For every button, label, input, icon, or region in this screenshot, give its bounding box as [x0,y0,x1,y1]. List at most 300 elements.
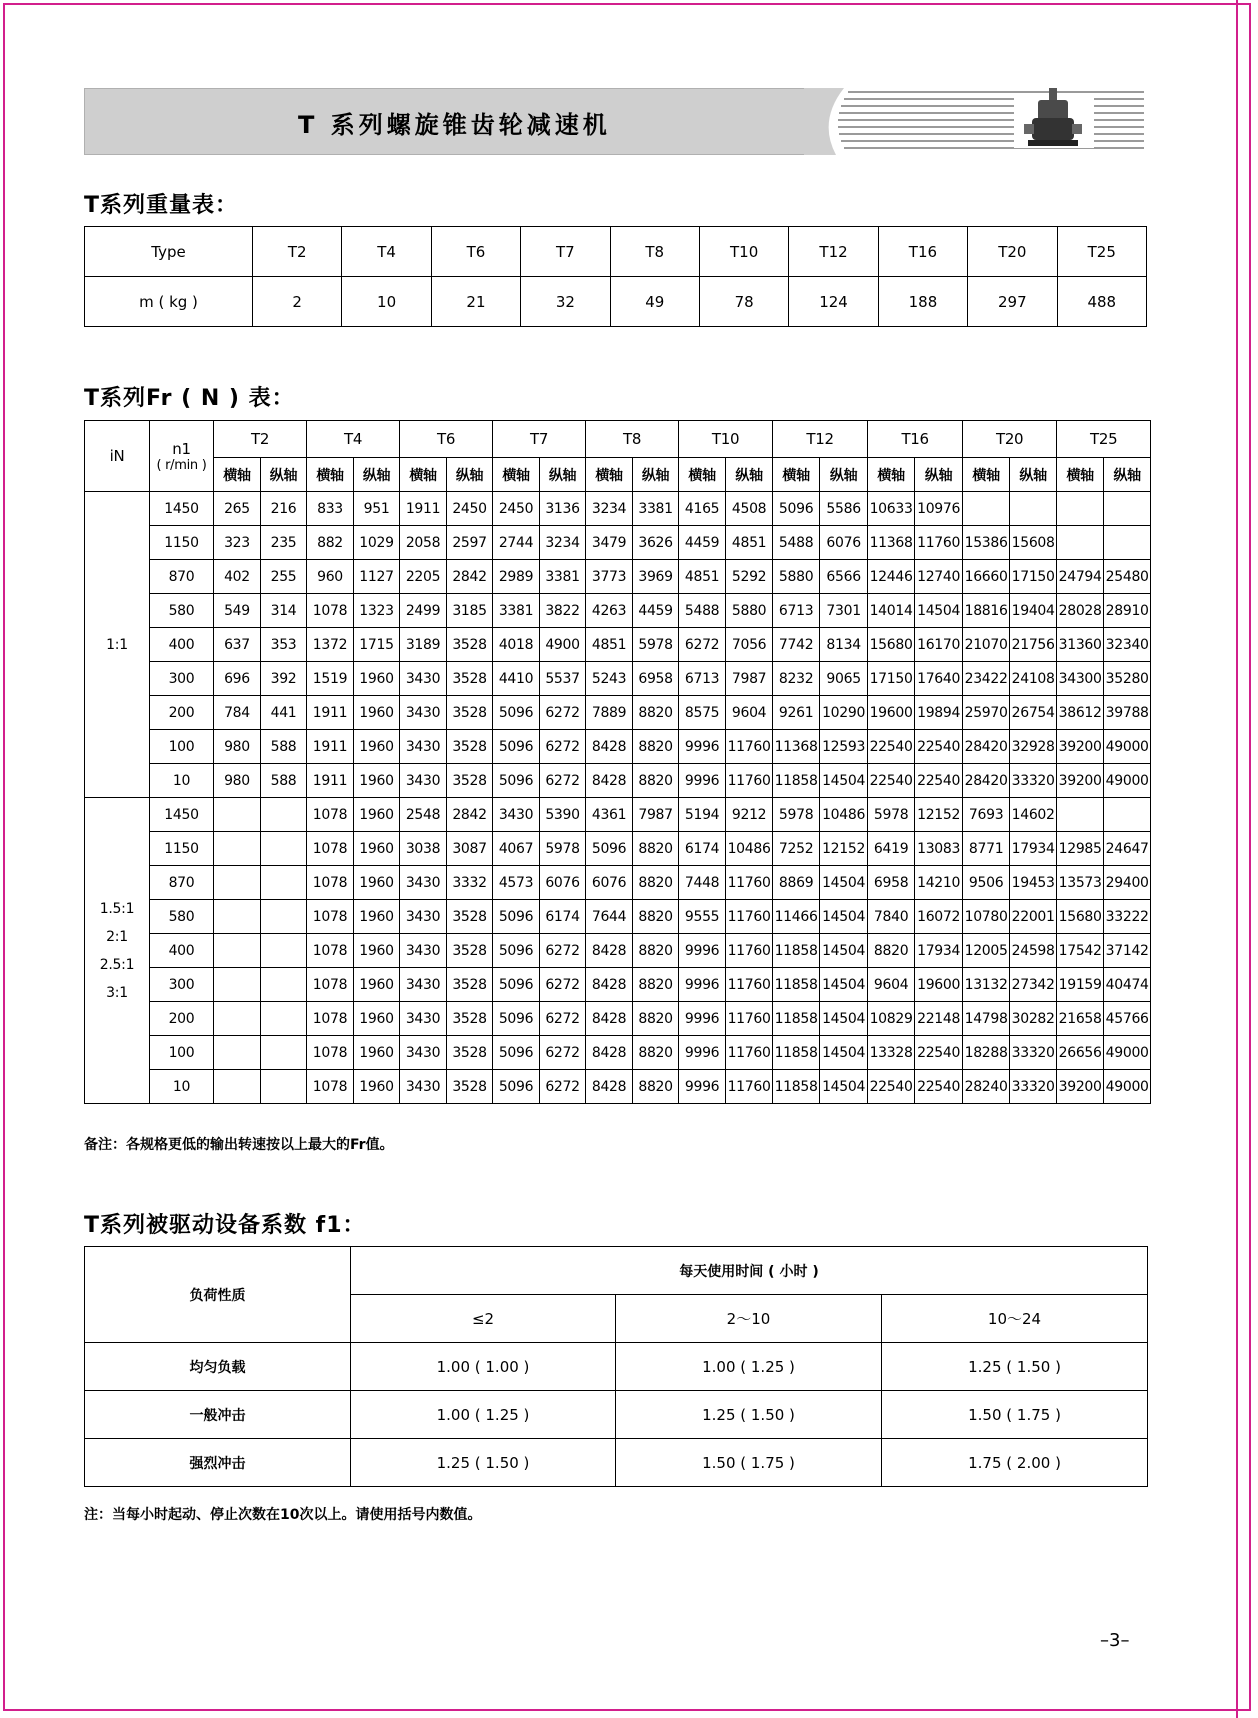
type-header: T8 [586,421,679,458]
fr-value: 1519 [307,662,354,696]
fr-value: 5096 [493,730,540,764]
f1-value: 1.25 ( 1.50 ) [616,1391,882,1439]
fr-value: 10486 [726,832,773,866]
fr-value: 14210 [915,866,963,900]
fr-value: 14798 [963,1002,1010,1036]
fr-value: 28240 [963,1070,1010,1104]
page-title: T 系列螺旋锥齿轮减速机 [298,111,611,139]
horizontal-axis-header: 横轴 [586,458,633,492]
fr-value: 17640 [915,662,963,696]
fr-value: 7056 [726,628,773,662]
fr-value: 960 [307,560,354,594]
ratio-label [85,798,150,1104]
fr-value: 33320 [1010,764,1057,798]
fr-value: 5488 [679,594,726,628]
fr-value: 696 [214,662,261,696]
speed-cell: 1150 [150,526,214,560]
fr-value [214,1070,261,1104]
fr-value: 9996 [679,1036,726,1070]
fr-value: 9604 [726,696,773,730]
fr-value: 6174 [679,832,726,866]
fr-value: 29400 [1104,866,1151,900]
page-number: –3– [1100,1630,1130,1651]
speed-cell: 200 [150,696,214,730]
fr-value: 1960 [354,1036,400,1070]
weight-mass-row [85,277,1147,327]
header-banner [84,88,1148,155]
row-label-type: Type [85,227,253,277]
time-col: 10～24 [882,1295,1148,1343]
vertical-axis-header: 纵轴 [915,458,963,492]
vertical-axis-header: 纵轴 [540,458,586,492]
fr-value: 2499 [400,594,447,628]
fr-value [1010,492,1057,526]
fr-value: 9996 [679,1002,726,1036]
speed-cell: 870 [150,866,214,900]
f1-value: 1.25 ( 1.50 ) [882,1343,1148,1391]
vertical-axis-header: 纵轴 [820,458,868,492]
fr-value: 314 [261,594,307,628]
fr-value: 2744 [493,526,540,560]
fr-value: 637 [214,628,261,662]
fr-value: 6076 [540,866,586,900]
fr-value: 1127 [354,560,400,594]
fr-value: 3430 [400,764,447,798]
fr-value: 5096 [493,696,540,730]
fr-value: 25970 [963,696,1010,730]
fr-value: 19600 [868,696,915,730]
vertical-axis-header: 纵轴 [633,458,679,492]
fr-value: 5096 [493,1002,540,1036]
fr-value: 4263 [586,594,633,628]
fr-value: 12152 [915,798,963,832]
fr-value: 6272 [540,764,586,798]
fr-value: 3234 [540,526,586,560]
fr-value: 22540 [868,764,915,798]
horizontal-axis-header: 横轴 [214,458,261,492]
fr-value: 8820 [633,832,679,866]
fr-value: 5096 [493,1070,540,1104]
in-header: iN [85,421,150,492]
fr-value: 1029 [354,526,400,560]
fr-value: 2205 [400,560,447,594]
fr-value: 17150 [1010,560,1057,594]
fr-row [85,594,1151,628]
fr-value: 5096 [493,934,540,968]
fr-value: 5096 [586,832,633,866]
fr-row [85,900,1151,934]
fr-value: 8820 [868,934,915,968]
fr-value [214,968,261,1002]
vertical-axis-header: 纵轴 [1010,458,1057,492]
fr-value [214,798,261,832]
fr-value: 4573 [493,866,540,900]
f1-value: 1.25 ( 1.50 ) [351,1439,616,1487]
mass-cell: 10 [342,277,431,327]
fr-value: 26754 [1010,696,1057,730]
fr-value: 1911 [307,764,354,798]
fr-value: 9261 [773,696,820,730]
fr-value: 5096 [493,900,540,934]
fr-value: 39200 [1057,1070,1104,1104]
fr-value: 10633 [868,492,915,526]
fr-value: 3430 [400,934,447,968]
load-label: 强烈冲击 [85,1439,351,1487]
fr-value: 4851 [726,526,773,560]
fr-value: 1960 [354,968,400,1002]
fr-value: 833 [307,492,354,526]
fr-value: 6272 [540,934,586,968]
fr-value: 19894 [915,696,963,730]
fr-value: 45766 [1104,1002,1151,1036]
fr-value: 3528 [447,764,493,798]
fr-value: 9555 [679,900,726,934]
fr-value: 5096 [493,764,540,798]
f1-value: 1.00 ( 1.25 ) [616,1343,882,1391]
fr-value: 13573 [1057,866,1104,900]
fr-row [85,798,1151,832]
fr-value: 13132 [963,968,1010,1002]
fr-value: 3332 [447,866,493,900]
fr-value: 5880 [726,594,773,628]
fr-value: 3430 [400,662,447,696]
fr-value: 3528 [447,968,493,1002]
type-cell: T7 [521,227,610,277]
fr-row [85,696,1151,730]
fr-value: 3969 [633,560,679,594]
fr-value: 22540 [915,1036,963,1070]
type-header: T6 [400,421,493,458]
fr-value: 8820 [633,968,679,1002]
vertical-axis-header: 纵轴 [261,458,307,492]
fr-value: 13083 [915,832,963,866]
horizontal-axis-header: 横轴 [868,458,915,492]
type-cell: T20 [968,227,1057,277]
fr-value: 49000 [1104,730,1151,764]
f1-value: 1.00 ( 1.00 ) [351,1343,616,1391]
fr-value: 3528 [447,934,493,968]
fr-value: 21658 [1057,1002,1104,1036]
fr-value: 3528 [447,662,493,696]
fr-value: 6272 [540,1002,586,1036]
mass-cell: 124 [789,277,878,327]
fr-value: 5194 [679,798,726,832]
fr-value: 22540 [868,730,915,764]
speed-cell: 200 [150,1002,214,1036]
fr-value: 22540 [915,730,963,764]
fr-value: 17934 [1010,832,1057,866]
fr-subheader-row [85,458,1151,492]
fr-value: 4165 [679,492,726,526]
fr-value: 4361 [586,798,633,832]
speed-cell: 300 [150,968,214,1002]
fr-value: 18288 [963,1036,1010,1070]
fr-value: 14504 [820,1036,868,1070]
fr-value: 14504 [820,934,868,968]
time-header: 每天使用时间 ( 小时 ) [351,1247,1148,1295]
fr-value: 8820 [633,900,679,934]
vertical-axis-header: 纵轴 [354,458,400,492]
fr-value: 49000 [1104,764,1151,798]
fr-value [963,492,1010,526]
fr-value: 11760 [726,900,773,934]
fr-value: 402 [214,560,261,594]
fr-value [261,832,307,866]
fr-value: 1911 [400,492,447,526]
fr-value: 49000 [1104,1036,1151,1070]
fr-value: 19404 [1010,594,1057,628]
fr-value: 12593 [820,730,868,764]
horizontal-axis-header: 横轴 [773,458,820,492]
fr-value: 11858 [773,1002,820,1036]
fr-value: 2597 [447,526,493,560]
fr-value: 1078 [307,900,354,934]
fr-value: 1960 [354,900,400,934]
fr-value: 12985 [1057,832,1104,866]
fr-row [85,866,1151,900]
horizontal-axis-header: 横轴 [1057,458,1104,492]
f1-note: 注：当每小时起动、停止次数在10次以上。请使用括号内数值。 [84,1507,482,1523]
fr-value: 9996 [679,1070,726,1104]
fr-value: 2450 [447,492,493,526]
fr-value: 6272 [540,730,586,764]
fr-value: 5390 [540,798,586,832]
fr-value: 441 [261,696,307,730]
speed-cell: 400 [150,628,214,662]
fr-value: 1960 [354,730,400,764]
fr-value: 14602 [1010,798,1057,832]
mass-cell: 32 [521,277,610,327]
fr-value: 11466 [773,900,820,934]
fr-value: 2058 [400,526,447,560]
fr-value: 6958 [633,662,679,696]
fr-value: 34300 [1057,662,1104,696]
fr-value: 11760 [726,730,773,764]
fr-value: 6713 [679,662,726,696]
fr-value: 784 [214,696,261,730]
fr-value: 5978 [773,798,820,832]
fr-value: 11858 [773,968,820,1002]
fr-value: 14504 [820,968,868,1002]
fr-value: 32340 [1104,628,1151,662]
fr-value: 8820 [633,1036,679,1070]
type-cell: T6 [431,227,520,277]
fr-value: 8869 [773,866,820,900]
fr-value: 6076 [820,526,868,560]
load-label: 一般冲击 [85,1391,351,1439]
fr-value: 7742 [773,628,820,662]
fr-value: 28420 [963,730,1010,764]
fr-row [85,1036,1151,1070]
fr-value: 22540 [868,1070,915,1104]
mass-cell: 49 [610,277,699,327]
fr-value: 9996 [679,764,726,798]
fr-value: 11858 [773,1070,820,1104]
fr-value: 4067 [493,832,540,866]
fr-value: 8771 [963,832,1010,866]
fr-row [85,492,1151,526]
speed-cell: 300 [150,662,214,696]
fr-value: 10486 [820,798,868,832]
fr-value: 39200 [1057,764,1104,798]
f1-header-row [85,1247,1148,1295]
fr-value: 15608 [1010,526,1057,560]
fr-value: 7840 [868,900,915,934]
vertical-axis-header: 纵轴 [1104,458,1151,492]
fr-value: 9996 [679,968,726,1002]
horizontal-axis-header: 横轴 [400,458,447,492]
fr-value [214,1036,261,1070]
fr-value: 3185 [447,594,493,628]
load-header: 负荷性质 [85,1247,351,1343]
fr-value: 235 [261,526,307,560]
fr-value: 265 [214,492,261,526]
fr-value: 353 [261,628,307,662]
fr-value: 8820 [633,866,679,900]
fr-value: 16660 [963,560,1010,594]
fr-value: 5978 [868,798,915,832]
fr-value: 11760 [726,1070,773,1104]
weight-table [84,226,1147,327]
ratio-line: 2:1 [106,928,128,945]
fr-value: 6272 [540,1036,586,1070]
fr-value: 22001 [1010,900,1057,934]
fr-value: 28910 [1104,594,1151,628]
fr-value [1104,526,1151,560]
ratio-line: 3:1 [106,984,128,1001]
time-col: 2～10 [616,1295,882,1343]
fr-value: 8428 [586,1070,633,1104]
fr-value: 8428 [586,934,633,968]
fr-value: 11760 [726,968,773,1002]
fr-value: 7987 [726,662,773,696]
fr-value: 5096 [493,1036,540,1070]
fr-value: 1078 [307,968,354,1002]
fr-value: 4851 [679,560,726,594]
fr-value: 12740 [915,560,963,594]
fr-row [85,1070,1151,1104]
fr-value: 14014 [868,594,915,628]
fr-value: 2450 [493,492,540,526]
fr-value: 9996 [679,934,726,968]
fr-value: 23422 [963,662,1010,696]
fr-value: 24108 [1010,662,1057,696]
mass-cell: 78 [699,277,788,327]
fr-value [1104,798,1151,832]
fr-value: 8134 [820,628,868,662]
type-cell: T2 [253,227,342,277]
fr-value: 2842 [447,560,493,594]
fr-value: 6419 [868,832,915,866]
fr-value: 3479 [586,526,633,560]
fr-value [261,1070,307,1104]
f1-value: 1.50 ( 1.75 ) [616,1439,882,1487]
fr-value [214,934,261,968]
fr-value: 17934 [915,934,963,968]
fr-value: 6272 [540,968,586,1002]
fr-value: 1078 [307,798,354,832]
type-cell: T12 [789,227,878,277]
fr-value: 1078 [307,934,354,968]
fr-value: 323 [214,526,261,560]
fr-value: 5488 [773,526,820,560]
f1-row [85,1391,1148,1439]
fr-header-row [85,421,1151,458]
fr-row [85,628,1151,662]
fr-value [214,832,261,866]
fr-value [261,934,307,968]
fr-value: 3822 [540,594,586,628]
fr-value: 255 [261,560,307,594]
f1-value: 1.00 ( 1.25 ) [351,1391,616,1439]
mass-cell: 488 [1057,277,1146,327]
fr-row [85,934,1151,968]
fr-value: 8428 [586,1036,633,1070]
fr-value: 5880 [773,560,820,594]
fr-value: 3189 [400,628,447,662]
fr-value: 27342 [1010,968,1057,1002]
fr-value: 8428 [586,730,633,764]
type-header: T2 [214,421,307,458]
fr-value [261,1036,307,1070]
fr-value: 16072 [915,900,963,934]
fr-value: 11760 [726,934,773,968]
fr-value [214,1002,261,1036]
f1-value: 1.75 ( 2.00 ) [882,1439,1148,1487]
fr-value: 8575 [679,696,726,730]
ratio-label: 1:1 [85,492,150,798]
fr-value [214,900,261,934]
fr-value: 5292 [726,560,773,594]
fr-value: 19159 [1057,968,1104,1002]
fr-value: 1960 [354,1002,400,1036]
speed-cell: 10 [150,764,214,798]
fr-value: 3136 [540,492,586,526]
fr-value: 6272 [540,1070,586,1104]
speed-cell: 580 [150,594,214,628]
fr-value: 3430 [493,798,540,832]
fr-value: 951 [354,492,400,526]
type-cell: T4 [342,227,431,277]
fr-value: 4851 [586,628,633,662]
n1-label: n1 [172,439,191,458]
fr-value: 8820 [633,730,679,764]
fr-value: 12152 [820,832,868,866]
fr-value: 22540 [915,1070,963,1104]
fr-value: 33222 [1104,900,1151,934]
fr-value: 392 [261,662,307,696]
fr-value: 22148 [915,1002,963,1036]
fr-value: 38612 [1057,696,1104,730]
fr-value: 5096 [773,492,820,526]
fr-value: 1960 [354,662,400,696]
fr-value: 19600 [915,968,963,1002]
fr-value: 4508 [726,492,773,526]
weight-type-row [85,227,1147,277]
fr-row [85,560,1151,594]
fr-value: 3087 [447,832,493,866]
fr-value: 11858 [773,1036,820,1070]
speed-cell: 1450 [150,798,214,832]
fr-value: 49000 [1104,1070,1151,1104]
fr-value: 35280 [1104,662,1151,696]
fr-value: 7644 [586,900,633,934]
fr-value: 25480 [1104,560,1151,594]
ratio-line: 2.5:1 [99,956,135,973]
fr-value: 9506 [963,866,1010,900]
fr-value [261,798,307,832]
fr-value: 9604 [868,968,915,1002]
